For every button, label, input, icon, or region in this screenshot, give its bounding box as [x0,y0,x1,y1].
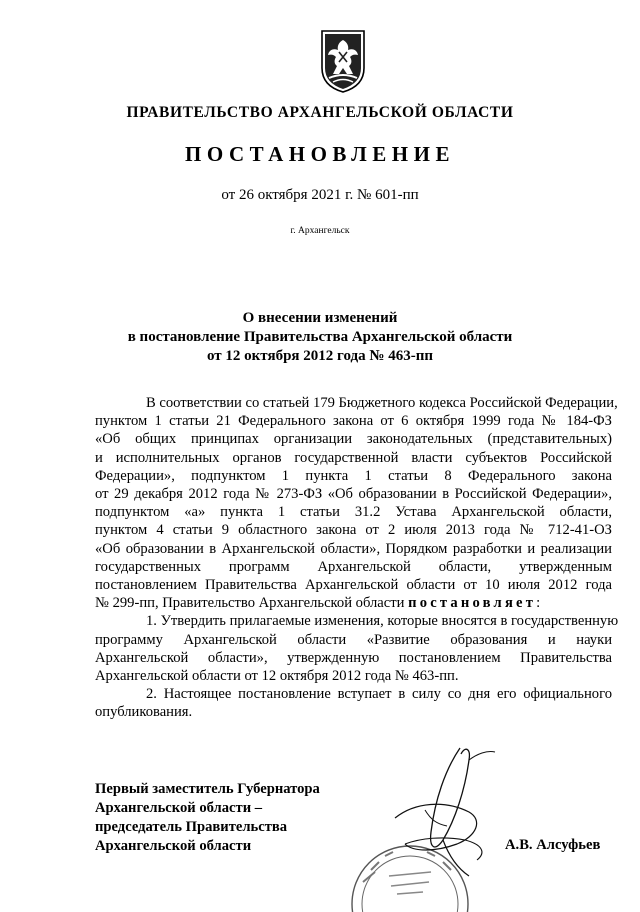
body-line-resolve [95,594,612,612]
document-type: ПОСТАНОВЛЕНИЕ [185,142,455,166]
government-name: ПРАВИТЕЛЬСТВО АРХАНГЕЛЬСКОЙ ОБЛАСТИ [126,104,514,121]
body-line: В соответствии со статьей 179 Бюджетного кодекса Российской Федерации, [146,395,618,411]
body-line: и исполнительных органов государственной власти субъектов Российской [95,449,612,466]
item-1-line: Архангельской области от 12 октября 2012 года № 463-пп. [95,668,459,685]
body-line: «Об общих принципах организации законодательных (представительных) [95,431,612,448]
signatory-title [95,780,320,856]
signatory-title-line: председатель Правительства [95,819,288,835]
signatory-title-line: Первый заместитель Губернатора [95,781,320,797]
body-line: государственных программ Архангельской области, утвержденным [95,558,612,575]
subject-line: в постановление Правительства Архангельской области [127,329,513,345]
subject-line: от 12 октября 2012 года № 463-пп [206,348,433,364]
body-line: пунктом 1 статьи 21 Федерального закона от 6 октября 1999 года № 184-ФЗ [95,413,612,430]
resolve-word: постановляет [408,595,537,612]
body-line: от 29 декабря 2012 года № 273-ФЗ «Об образовании в Российской Федерации», [95,486,612,503]
body-line: Федерации», подпунктом 1 пункта 1 статьи 8 Федерального закона [95,467,612,484]
document-subject [0,309,640,366]
body-text: : [536,595,541,612]
subject-line: О внесении изменений [242,310,398,326]
body-text: № 299-пп, Правительство Архангельской области [95,595,409,612]
body-line: постановлением Правительства Архангельской области от 10 июля 2012 года [95,577,612,594]
item-1-line: Архангельской области», утвержденную постановлением Правительства [95,649,612,666]
coat-of-arms-emblem [319,28,367,94]
body-line: подпунктом «а» пункта 1 статьи 31.2 Устава Архангельской области, [95,504,612,521]
item-2-line: 2. Настоящее постановление вступает в силу со дня его официального [146,686,612,703]
signatory-name: А.В. Алсуфьев [505,837,601,853]
body-line: «Об образовании в Архангельской области», Порядком разработки и реализации [95,540,612,557]
item-1-line: программу Архангельской области «Развитие образования и науки [95,631,612,648]
signatory-title-line: Архангельской области [95,838,252,854]
body-line: пунктом 4 статьи 9 областного закона от 2 июля 2013 года № 712-41-ОЗ [95,522,612,539]
item-2-line: опубликования. [95,704,193,721]
document-date-number: от 26 октября 2021 г. № 601-пп [221,187,419,203]
document-city: г. Архангельск [290,226,350,236]
signatory-title-line: Архангельской области – [95,800,263,816]
handwritten-signature [365,740,515,880]
item-1-line: 1. Утвердить прилагаемые изменения, которые вносятся в государственную [146,613,619,630]
document-body [95,394,619,722]
